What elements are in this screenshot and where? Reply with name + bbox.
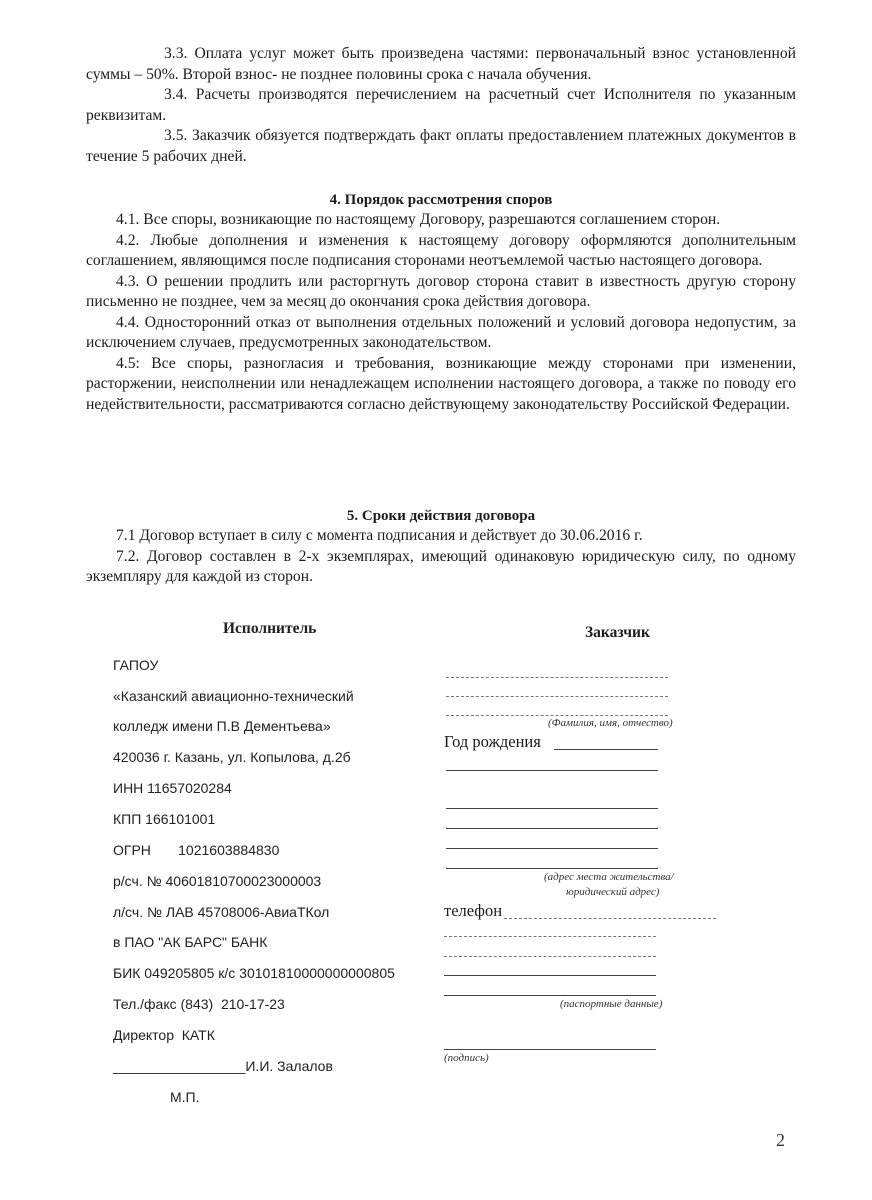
passport-line-4[interactable]: [444, 995, 656, 996]
executor-inn: ИНН 11657020284: [113, 780, 232, 796]
section-4-heading: 4. Порядок рассмотрения споров: [329, 192, 553, 208]
executor-ogrn: ОГРН 1021603884830: [113, 842, 280, 858]
stamp-place: М.П.: [170, 1089, 200, 1105]
clause-4-2: 4.2. Любые дополнения и изменения к настоящему договору оформляются дополнительным соглашением, являющимся после подписания сторонами неотъемлемой частью настоящего договора.: [86, 231, 796, 269]
clause-4-3: 4.3. О решении продлить или расторгнуть договор сторона ставит в известность другую сторону письменно не позднее, чем за месяц до окончания срока действия договора.: [86, 272, 796, 310]
executor-signature: _________________И.И. Залалов: [113, 1058, 333, 1074]
passport-line-3[interactable]: [444, 975, 656, 976]
clause-4-1: 4.1. Все споры, возникающие по настоящему Договору, разрешаются соглашением сторон.: [116, 211, 721, 228]
birth-extra-line[interactable]: [446, 770, 658, 771]
clause-4-4: 4.4. Односторонний отказ от выполнения отдельных положений и условий договора недопустим, за исключением случаев, предусмотренных законодательством.: [86, 313, 796, 351]
executor-name-line1: «Казанский авиационно-технический: [113, 688, 354, 704]
signature-note: (подпись): [444, 1052, 489, 1064]
fio-line-3[interactable]: [446, 715, 668, 716]
passport-note: (паспортные данные): [560, 998, 663, 1010]
clause-7-2: 7.2. Договор составлен в 2-х экземплярах, имеющий одинаковую юридическую силу, по одному экземпляру для каждой из сторон.: [86, 547, 796, 585]
customer-title: Заказчик: [585, 624, 650, 641]
executor-bik: БИК 049205805 к/с 30101810000000000805: [113, 965, 395, 981]
passport-line-2[interactable]: [444, 956, 656, 957]
executor-bank: в ПАО "АК БАРС" БАНК: [113, 934, 268, 950]
section-4-disputes: [86, 190, 796, 415]
executor-settlement-account: р/сч. № 40601810700023000003: [113, 873, 322, 889]
executor-phone-fax: Тел./факс (843) 210-17-23: [113, 996, 285, 1012]
clause-4-5: 4.5: Все споры, разногласия и требования, возникающие между сторонами при изменении, расторжении, неисполнении или ненадлежащем исполнении настоящего договора, а также по поводу его недействительности, рассматриваются согласно действующему законодательству Российской Федерации.: [86, 354, 796, 413]
executor-name-line2: колледж имени П.В Дементьева»: [113, 718, 331, 734]
clause-3-4: 3.4. Расчеты производятся перечислением на расчетный счет Исполнителя по указанным реквизитам.: [86, 86, 796, 124]
fio-line-2[interactable]: [446, 696, 668, 697]
executor-title: Исполнитель: [223, 620, 317, 637]
phone-field[interactable]: [504, 918, 716, 919]
phone-label: телефон: [444, 901, 503, 920]
address-line-3[interactable]: [446, 848, 658, 849]
address-note-1: (адрес места жительства/: [544, 871, 674, 883]
clause-3-5: 3.5. Заказчик обязуется подтверждать факт оплаты предоставлением платежных документов в течение 5 рабочих дней.: [86, 127, 796, 165]
page-number: 2: [776, 1130, 785, 1150]
signature-field[interactable]: [444, 1049, 656, 1050]
section-5-heading: 5. Сроки действия договора: [346, 508, 536, 524]
address-line-4[interactable]: [446, 868, 658, 869]
section-3-payment: [86, 44, 796, 167]
address-line-2[interactable]: [446, 828, 658, 829]
executor-org-type: ГАПОУ: [113, 657, 159, 673]
executor-address: 420036 г. Казань, ул. Копылова, д.2б: [113, 749, 351, 765]
birth-year-field[interactable]: [554, 749, 658, 750]
clause-7-1: 7.1 Договор вступает в силу с момента подписания и действует до 30.06.2016 г.: [116, 527, 643, 544]
fio-line-1[interactable]: [446, 677, 668, 678]
section-5-term: [86, 506, 796, 588]
birth-year-label: Год рождения: [444, 732, 541, 751]
clause-3-3: 3.3. Оплата услуг может быть произведена частями: первоначальный взнос установленной суммы – 50%. Второй взнос- не позднее половины срока с начала обучения.: [86, 45, 796, 83]
passport-line-1[interactable]: [444, 936, 656, 937]
address-note-2: юридический адрес): [566, 886, 660, 898]
executor-director-title: Директор КАТК: [113, 1027, 215, 1043]
executor-personal-account: л/сч. № ЛАВ 45708006-АвиаТКол: [113, 904, 330, 920]
executor-kpp: КПП 166101001: [113, 811, 216, 827]
address-line-1[interactable]: [446, 808, 658, 809]
fio-note: (Фамилия, имя, отчество): [548, 717, 673, 729]
